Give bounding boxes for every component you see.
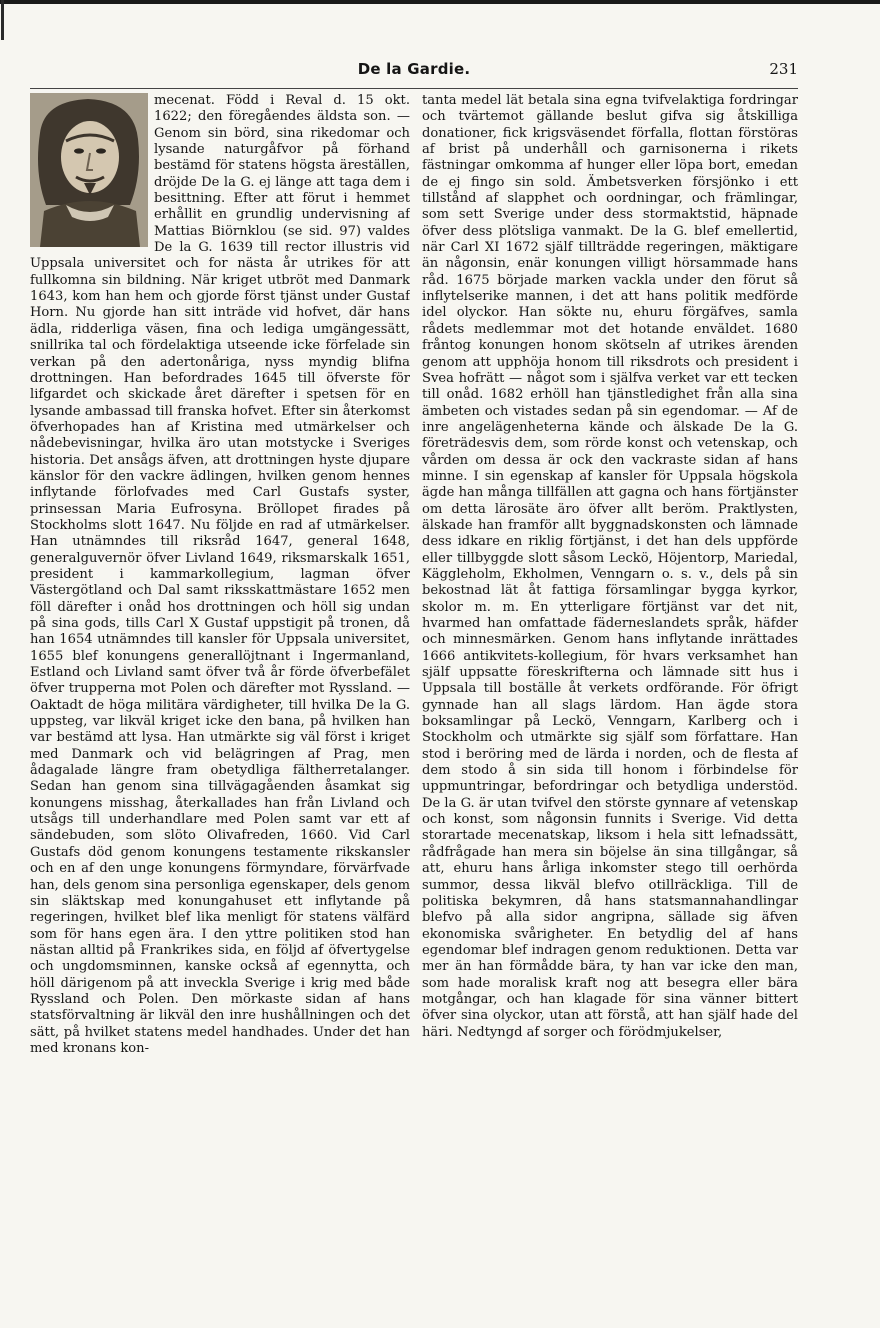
page-header bbox=[30, 60, 798, 84]
right-column bbox=[422, 93, 798, 1301]
page-number: 231 bbox=[769, 60, 798, 78]
article-text-right: tanta medel lät betala sina egna tvifvelaktiga fordringar och tvärtemot gällande beslut gifva sig åtskilliga donationer, fick krigsväsendet förfalla, flottan förstöras af brist på underhåll och garnisonerna i rikets fästningar omkomma af hunger eller löpa bort, emedan de ej fingo sin sold. Ämbetsverken försjönko i ett tillstånd af slapphet och oordningar, och främlingar, som sett Sverige under dess stormaktstid, häpnade öfver dess plötsliga vanmakt. De la G. blef emellertid, när Carl XI 1672 själf tillträdde regeringen, mäktigare än någonsin, enär konungen villigt hörsammade hans råd. 1675 började marken vackla under den förut så inflytelserike mannen, i det att hans politik medförde idel olyckor. Han sökte nu, ehuru förgäfves, samla rådets medlemmar mot det hotande enväldet. 1680 fråntog konungen honom skötseln af utrikes ärenden genom att upphöja honom till riksdrots och president i Svea hofrätt — något som i själfva verket var ett tecken till onåd. 1682 erhöll han tjänstledighet från alla sina ämbeten och vistades sedan på sin egendomar. — Af de inre angelägenheterna kände och älskade De la G. företrädesvis dem, som rörde konst och vetenskap, och vården om dessa är ock den vackraste sidan af hans minne. I sin egenskap af kansler för Uppsala högskola ägde han många tillfällen att gagna och hans förtjänster om detta lärosäte äro öfver allt beröm. Praktlysten, älskade han framför allt byggnadskonsten och lämnade dess idkare en riklig förtjänst, i det han dels uppförde eller tillbyggde slott såsom Leckö, Höjentorp, Mariedal, Käggleholm, Ekholmen, Venngarn o. s. v., dels på sin bekostnad lät åt fattiga församlingar bygga kyrkor, skolor m. m. En ytterligare förtjänst var det nit, hvarmed han omfattade fäderneslandets språk, häfder och minnesmärken. Genom hans inflytande inrättades 1666 antikvitets-kollegium, för hvars verksamhet han själf uppsatte föreskrifterna och lämnade sitt hus i Uppsala till boställe åt verkets ordförande. För öfrigt gynnade han all slags lärdom. Han ägde stora boksamlingar på Leckö, Venngarn, Karlberg och i Stockholm och utmärkte sig själf som författare. Han stod i beröring med de lärda i norden, och de flesta af dem stodo å sin sida till honom i förbindelse för uppmuntringar, befordringar och betydliga understöd. De la G. är utan tvifvel den störste gynnare af vetenskap och konst, som någonsin funnits i Sverige. Vid detta storartade mecenatskap, liksom i hela sitt lefnadssätt, rådfrågade han mera sin böjelse än sina tillgångar, så att, ehuru hans årliga inkomster stego till oerhörda summor, dessa likväl blefvo otillräckliga. Till de politiska bekymren, då hans statsmannahandlingar blefvo på alla sidor angripna, sällade sig äfven ekonomiska svårigheter. En betydlig del af hans egendomar blef indragen genom reduktionen. Detta var mer än han förmådde bära, ty han var icke den man, som hade moralisk kraft nog att besegra eller bära motgångar, och han klagade för sina vänner bittert öfver sina olyckor, utan att förstå, att han själf hade del häri. Nedtyngd af sorger och förödmjukelser, bbox=[422, 93, 798, 1040]
running-head: De la Gardie. bbox=[357, 60, 471, 78]
portrait-icon bbox=[30, 93, 148, 247]
top-border-rule bbox=[0, 0, 880, 4]
header-rule bbox=[30, 88, 798, 89]
article-text-left: mecenat. Född i Reval d. 15 okt. 1622; den föregåendes äldsta son. — Genom sin börd, sina rikedomar och lysande naturgåfvor på förhand bestämd för statens högsta äreställen, dröjde De la G. ej länge att taga dem i besittning. Efter att förut i hemmet erhållit en grundlig undervisning af Mattias Biörnklou (se sid. 97) valdes De la G. 1639 till rector illustris vid Uppsala universitet och for nästa år utrikes för att fullkomna sin bildning. När kriget utbröt med Danmark 1643, kom han hem och gjorde först tjänst under Gustaf Horn. Nu gjorde han sitt inträde vid hofvet, där hans ädla, ridderliga väsen, fina och lediga umgängessätt, snillrika tal och fördelaktiga utseende icke förfelade sin verkan på den adertonåriga, nyss myndig blifna drottningen. Han befordrades 1645 till öfverste för lifgardet och skickade året därefter i spetsen för en lysande ambassad till franska hofvet. Efter sin återkomst öfverhopades han af Kristina med utmärkelser och nådebevisningar, hvilka äro utan motstycke i Sveriges historia. Det ansågs äfven, att drottningen hyste djupare känslor för den vackre ädlingen, hvilken genom hennes inflytande förlofvades med Carl Gustafs syster, prinsessan Maria Eufrosyna. Bröllopet firades på Stockholms slott 1647. Nu följde en rad af utmärkelser. Han utnämndes till riksråd 1647, general 1648, generalguvernör öfver Livland 1649, riksmarskalk 1651, president i kammarkollegium, lagman öfver Västergötland och Dal samt riksskattmästare 1652 men föll därefter i onåd hos drottningen och höll sig undan på sina gods, tills Carl X Gustaf uppstigit på tronen, då han 1654 utnämndes till kansler för Uppsala universitet, 1655 blef konungens generallöjtnant i Ingermanland, Estland och Livland samt öfver två år förde öfverbefälet öfver trupperna mot Polen och därefter mot Ryssland. — Oaktadt de höga militära värdigheter, till hvilka De la G. uppsteg, var likväl kriget icke den bana, på hvilken han var bestämd att lysa. Han utmärkte sig väl först i kriget med Danmark och vid belägringen af Prag, men ådagalade längre fram obetydliga fältherretalanger. Sedan han genom sina tillvägagåenden åsamkat sig konungens misshag, återkallades han från Livland och utsågs till underhandlare med Polen samt var ett af sändebuden, som slöto Olivafreden, 1660. Vid Carl Gustafs död genom konungens testamente rikskansler och en af den unge konungens förmyndare, förvärfvade han, dels genom sina personliga egenskaper, dels genom sin släktskap med konungahuset ett inflytande på regeringen, hvilket blef lika menligt för statens välfärd som för hans egen ära. I den yttre politiken stod han nästan alltid på Frankrikes sida, en följd af öfvertygelse och ungdomsminnen, kanske också af egennytta, och höll därigenom på att inveckla Sverige i krig med både Ryssland och Polen. Den mörkaste sidan af hans statsförvaltning är likväl den inre hushållningen och det sätt, på hvilket statens medel handhades. Under det han med kronans kon- bbox=[30, 93, 410, 1056]
left-column bbox=[30, 93, 410, 1301]
left-margin-mark bbox=[1, 0, 4, 40]
